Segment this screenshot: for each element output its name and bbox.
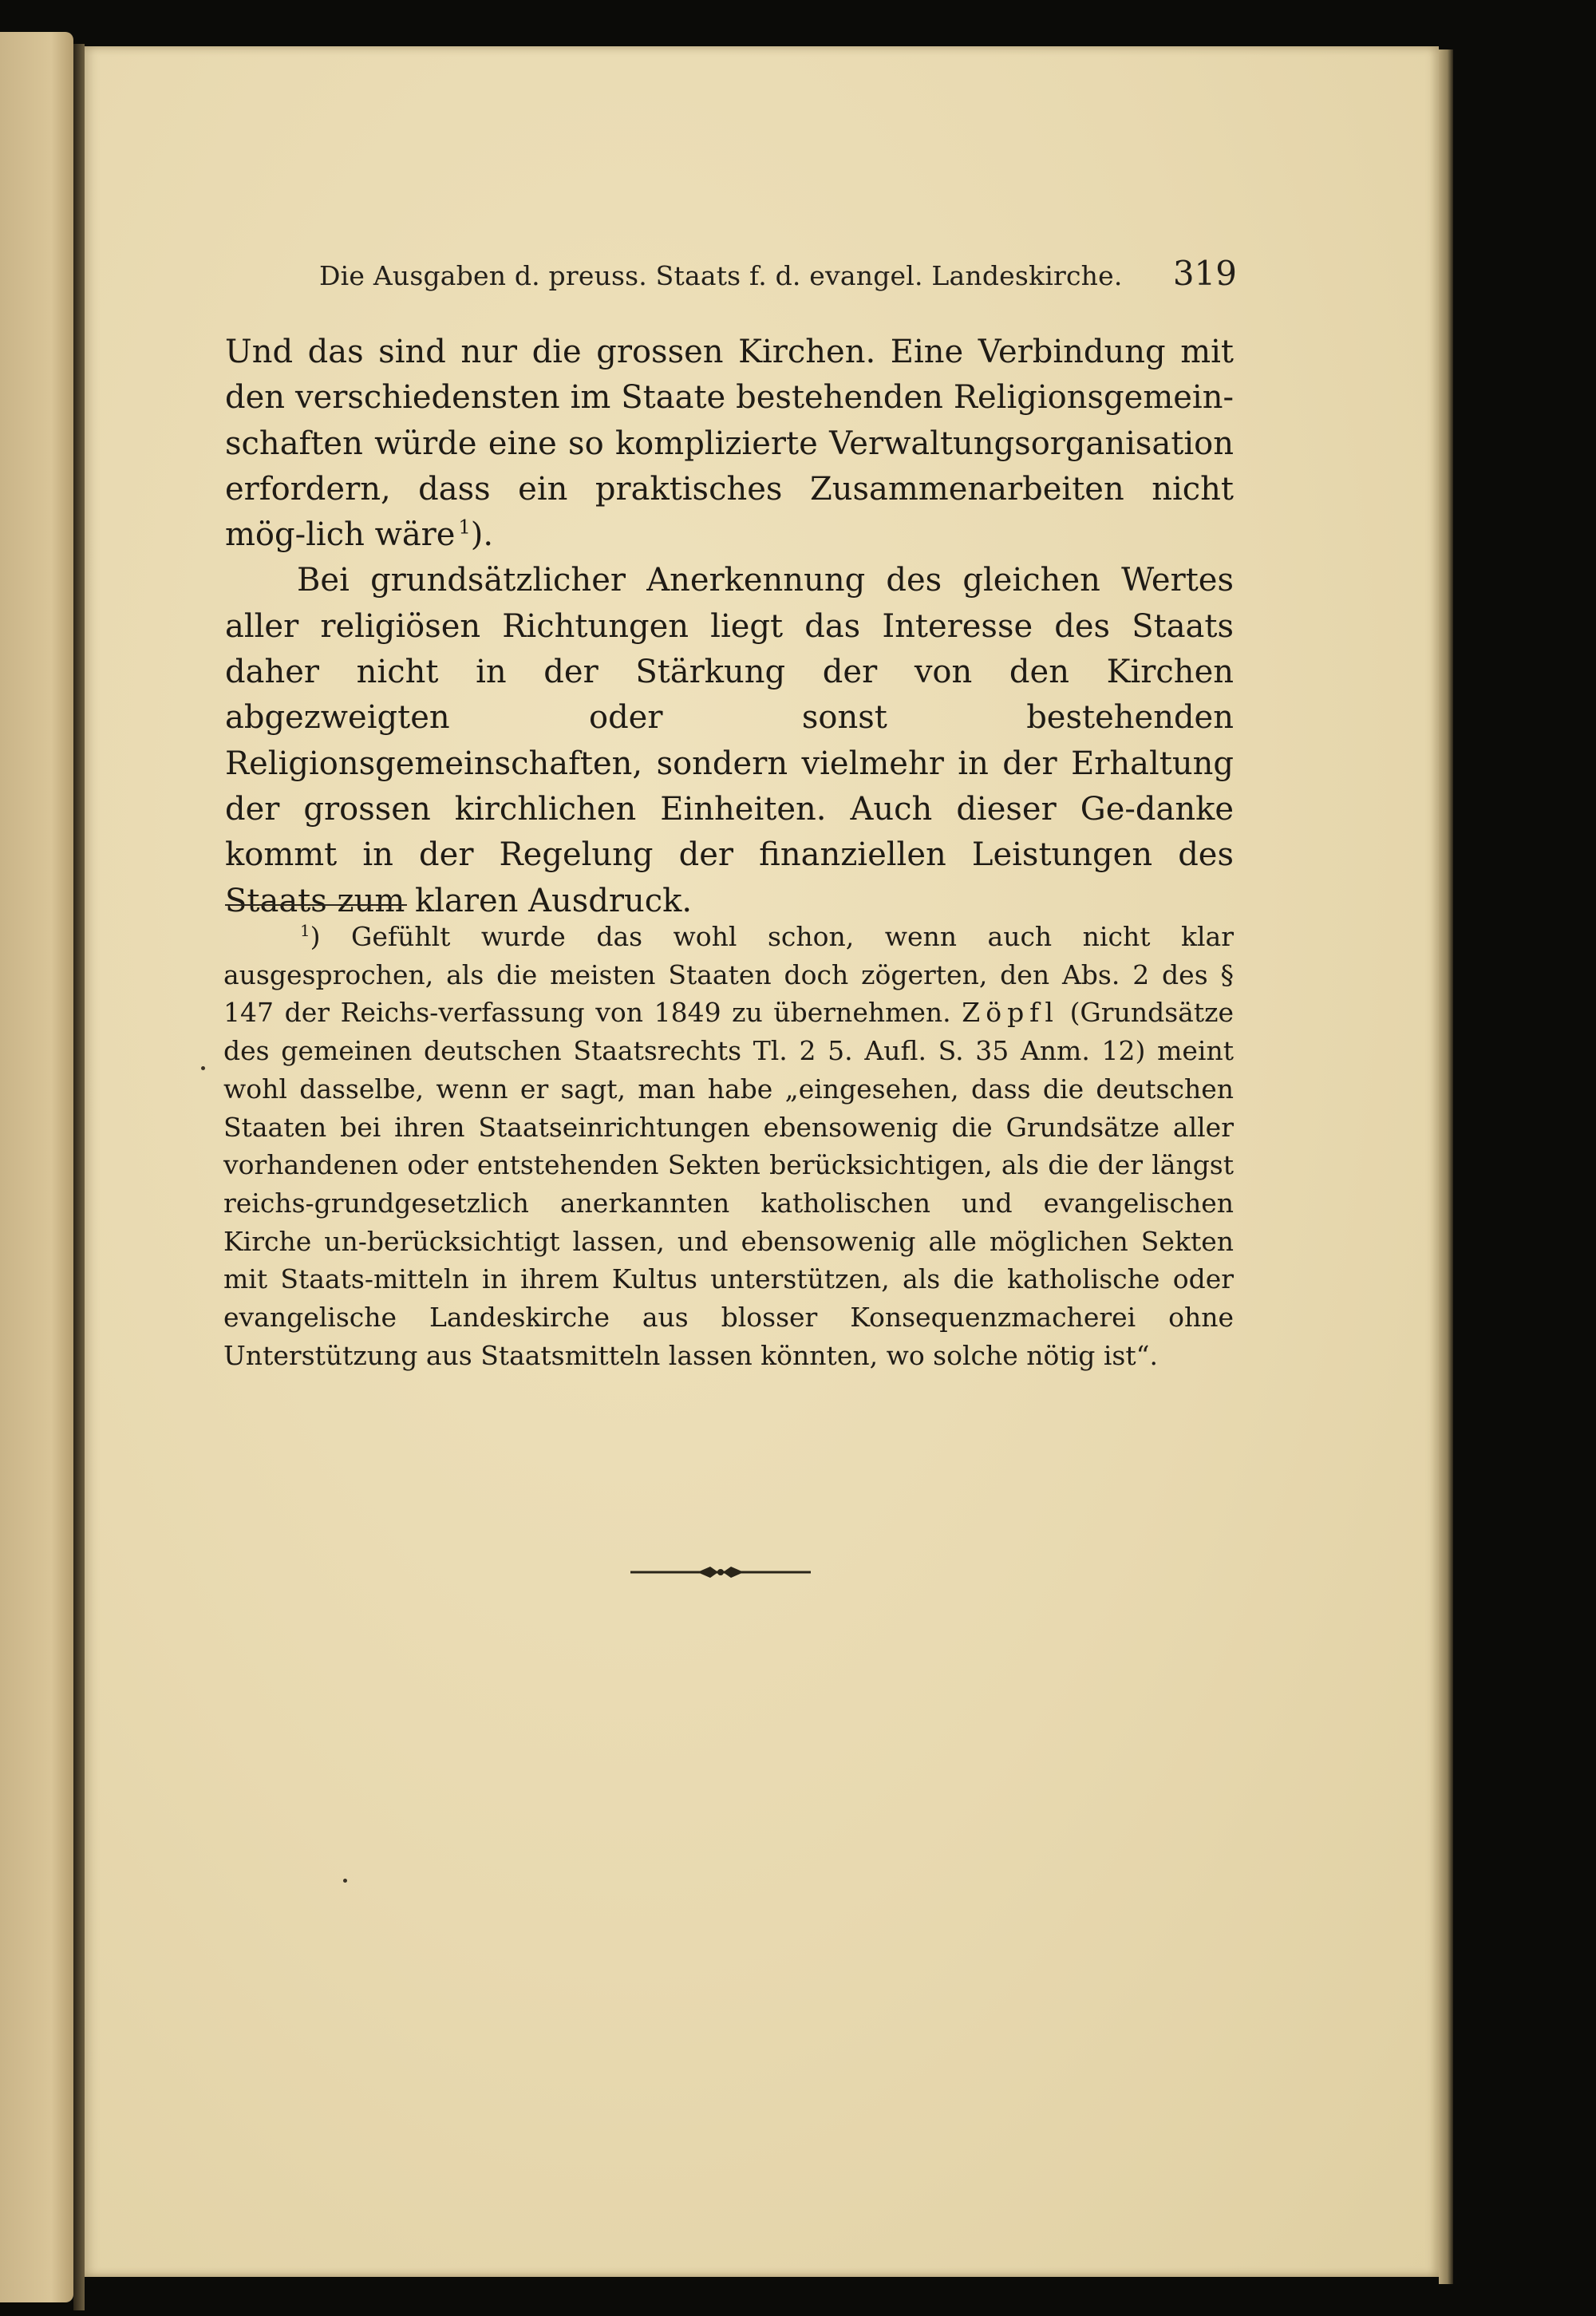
paragraph-1-text: Und das sind nur die grossen Kirchen. Eine Verbindung mit den verschiedensten im Staate bestehenden Religionsgemein-schaften würde eine so komplizierte Verwaltungsorganisation erfordern, dass ein praktisches Zusammenarbeiten nicht mög-lich wäre: [225, 334, 1234, 554]
running-head-title: Die Ausgaben d. preuss. Staats f. d. evangel. Landeskirche.: [319, 260, 1123, 291]
footnote-marker-close: ): [310, 921, 321, 952]
main-text: [225, 330, 1234, 924]
paper-speck: [201, 1066, 205, 1070]
previous-page-edge: [0, 32, 73, 2302]
paper-speck: [343, 1879, 347, 1883]
paragraph-1-end: ).: [470, 516, 494, 554]
footnote-separator-rule: [225, 904, 407, 906]
footnote-author-name: Zöpfl: [962, 997, 1059, 1029]
running-head: [319, 254, 1237, 293]
paragraph-2: Bei grundsätzlicher Anerkennung des gleichen Wertes aller religiösen Richtungen liegt das Interesse des Staats daher nicht in der Stärkung der von den Kirchen abgezweigten oder sonst bestehenden Religionsgemeinschaften, sondern vielmehr in der Erhaltung der grossen kirchlichen Einheiten. Auch dieser Ge-danke kommt in der Regelung der finanziellen Leistungen des Staats zum klaren Ausdruck.: [225, 562, 1234, 919]
paragraph-1: [225, 330, 1234, 558]
page-fore-edge: [1439, 49, 1453, 2284]
footnote-text-rest: (Grundsätze des gemeinen deutschen Staatsrechts Tl. 2 5. Aufl. S. 35 Anm. 12) meint wohl dasselbe, wenn er sagt, man habe „eingesehen, dass die deutschen Staaten bei ihren Staatseinrichtungen ebensowenig die Grundsätze aller vorhandenen oder entstehenden Sekten berücksichtigen, als die der längst reichs-grundgesetzlich anerkannten katholischen und evangelischen Kirche un-berücksichtigt lassen, und ebensowenig alle möglichen Sekten mit Staats-mitteln in ihrem Kultus unterstützen, als die katholische oder evangelische Landeskirche aus blosser Konsequenzmacherei ohne Unterstützung aus Staatsmitteln lassen könnten, wo solche nötig ist“.: [223, 997, 1234, 1371]
footnote-text-start: Gefühlt wurde das wohl schon, wenn auch nicht klar ausgesprochen, als die meisten Staaten doch zögerten, den Abs. 2 des § 147 der Reichs-verfassung von 1849 zu übernehmen.: [223, 921, 1234, 1029]
footnote-paragraph: [223, 918, 1234, 1374]
footnote-reference: 1: [458, 516, 471, 539]
page-number: 319: [1172, 254, 1237, 293]
book-gutter: [73, 44, 85, 2310]
footnote: [223, 918, 1234, 1374]
footnote-marker: 1: [300, 922, 310, 940]
end-ornament: [630, 1563, 811, 1582]
